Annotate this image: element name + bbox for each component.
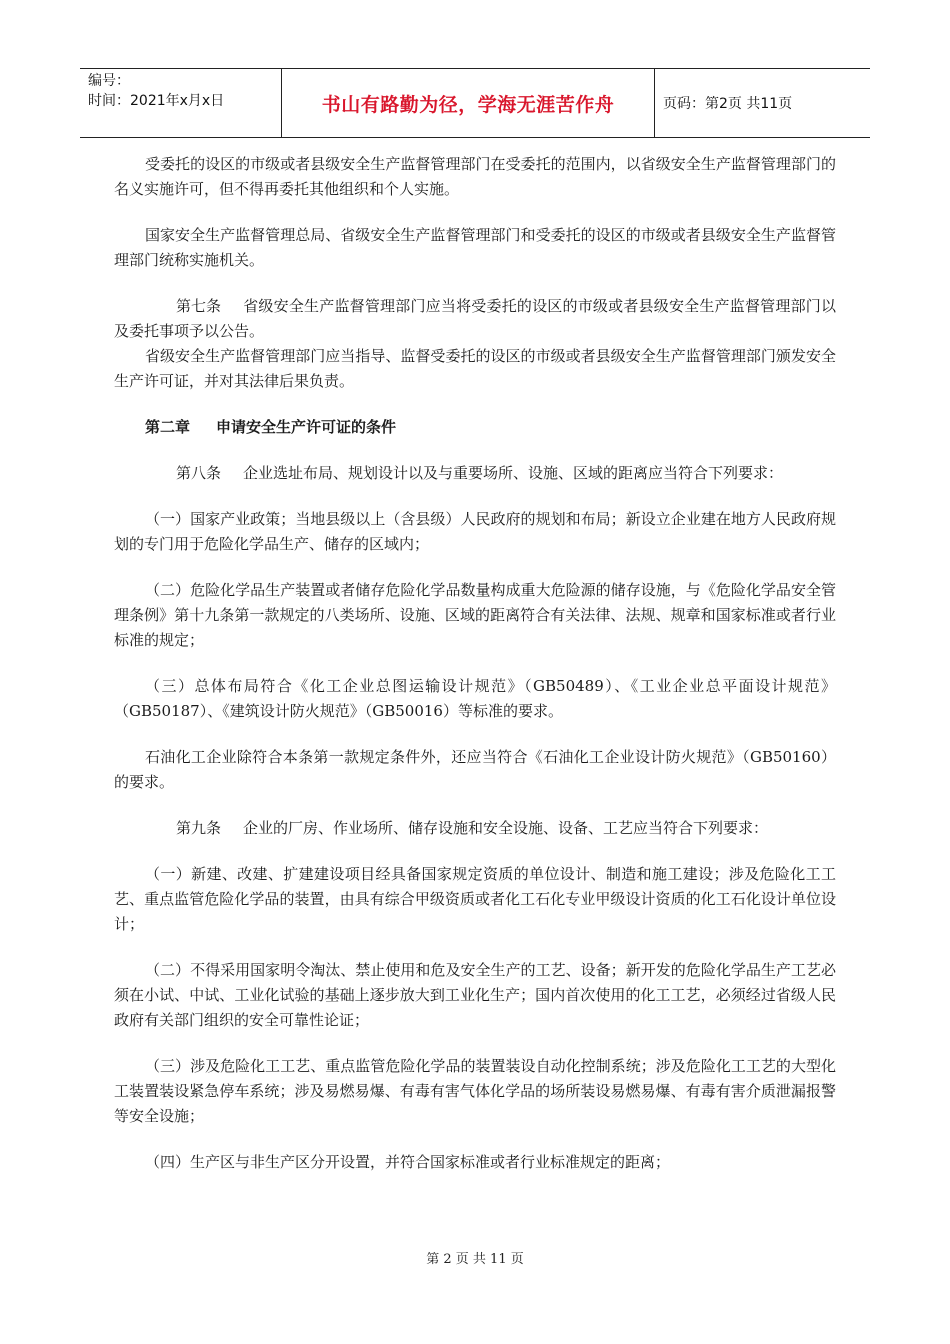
list-item: （一）国家产业政策；当地县级以上（含县级）人民政府的规划和布局；新设立企业建在地方人民政府规划的专门用于危险化学品生产、储存的区域内； <box>114 510 836 553</box>
list-item: （四）生产区与非生产区分开设置，并符合国家标准或者行业标准规定的距离； <box>145 1153 671 1171</box>
article-label: 第八条 <box>176 464 222 482</box>
list-item: （一）新建、改建、扩建建设项目经具备国家规定资质的单位设计、制造和施工建设；涉及危险化工工艺、重点监管危险化学品的装置，由具有综合甲级资质或者化工石化专业甲级设计资质的化工石化设计单位设计； <box>114 865 836 933</box>
paragraph: 石油化工企业除符合本条第一款规定条件外，还应当符合《石油化工企业设计防火规范》（GB50160）的要求。 <box>114 748 836 791</box>
list-item: （三）总体布局符合《化工企业总图运输设计规范》（GB50489）、《工业企业总平面设计规范》（GB50187）、《建筑设计防火规范》（GB50016）等标准的要求。 <box>114 677 836 720</box>
page-footer: 第 2 页 共 11 页 <box>426 1252 524 1267</box>
article-7 <box>114 294 836 344</box>
article-8 <box>114 461 836 486</box>
chapter-number: 第二章 <box>145 418 191 436</box>
article-text: 企业选址布局、规划设计以及与重要场所、设施、区域的距离应当符合下列要求： <box>243 464 784 482</box>
header-motto: 书山有路勤为径，学海无涯苦作舟 <box>321 94 615 116</box>
article-9 <box>114 816 836 841</box>
chapter-title: 申请安全生产许可证的条件 <box>216 418 397 436</box>
paragraph: 省级安全生产监督管理部门应当指导、监督受委托的设区的市级或者县级安全生产监督管理部门颁发安全生产许可证，并对其法律后果负责。 <box>114 347 836 390</box>
list-item: （二）不得采用国家明令淘汰、禁止使用和危及安全生产的工艺、设备；新开发的危险化学品生产工艺必须在小试、中试、工业化试验的基础上逐步放大到工业化生产；国内首次使用的化工工艺，必须经过省级人民政府有关部门组织的安全可靠性论证； <box>114 961 836 1029</box>
document-body <box>114 152 836 1196</box>
list-item: （二）危险化学品生产装置或者储存危险化学品数量构成重大危险源的储存设施，与《危险化学品安全管理条例》第十九条第一款规定的八类场所、设施、区域的距离符合有关法律、法规、规章和国家标准或者行业标准的规定； <box>114 581 836 649</box>
list-item: （三）涉及危险化工工艺、重点监管危险化学品的装置装设自动化控制系统；涉及危险化工工艺的大型化工装置装设紧急停车系统；涉及易燃易爆、有毒有害气体化学品的场所装设易燃易爆、有毒有害介质泄漏报警等安全设施； <box>114 1057 836 1125</box>
paragraph: 受委托的设区的市级或者县级安全生产监督管理部门在受委托的范围内，以省级安全生产监督管理部门的名义实施许可，但不得再委托其他组织和个人实施。 <box>114 155 836 198</box>
article-label: 第九条 <box>176 819 222 837</box>
article-text: 企业的厂房、作业场所、储存设施和安全设施、设备、工艺应当符合下列要求： <box>243 819 769 837</box>
document-number: 编号： <box>88 73 130 89</box>
page-header <box>80 68 870 138</box>
header-page-info: 页码：第2页 共11页 <box>663 96 793 112</box>
chapter-heading <box>114 415 836 440</box>
document-date: 时间：2021年x月x日 <box>88 93 225 109</box>
header-meta-cell <box>80 69 282 137</box>
paragraph: 国家安全生产监督管理总局、省级安全生产监督管理部门和受委托的设区的市级或者县级安全生产监督管理部门统称实施机关。 <box>114 226 836 269</box>
header-page-cell <box>655 69 870 137</box>
article-text: 省级安全生产监督管理部门应当将受委托的设区的市级或者县级安全生产监督管理部门以及委托事项予以公告。 <box>114 297 836 340</box>
header-motto-cell <box>282 69 655 137</box>
article-label: 第七条 <box>176 297 222 315</box>
